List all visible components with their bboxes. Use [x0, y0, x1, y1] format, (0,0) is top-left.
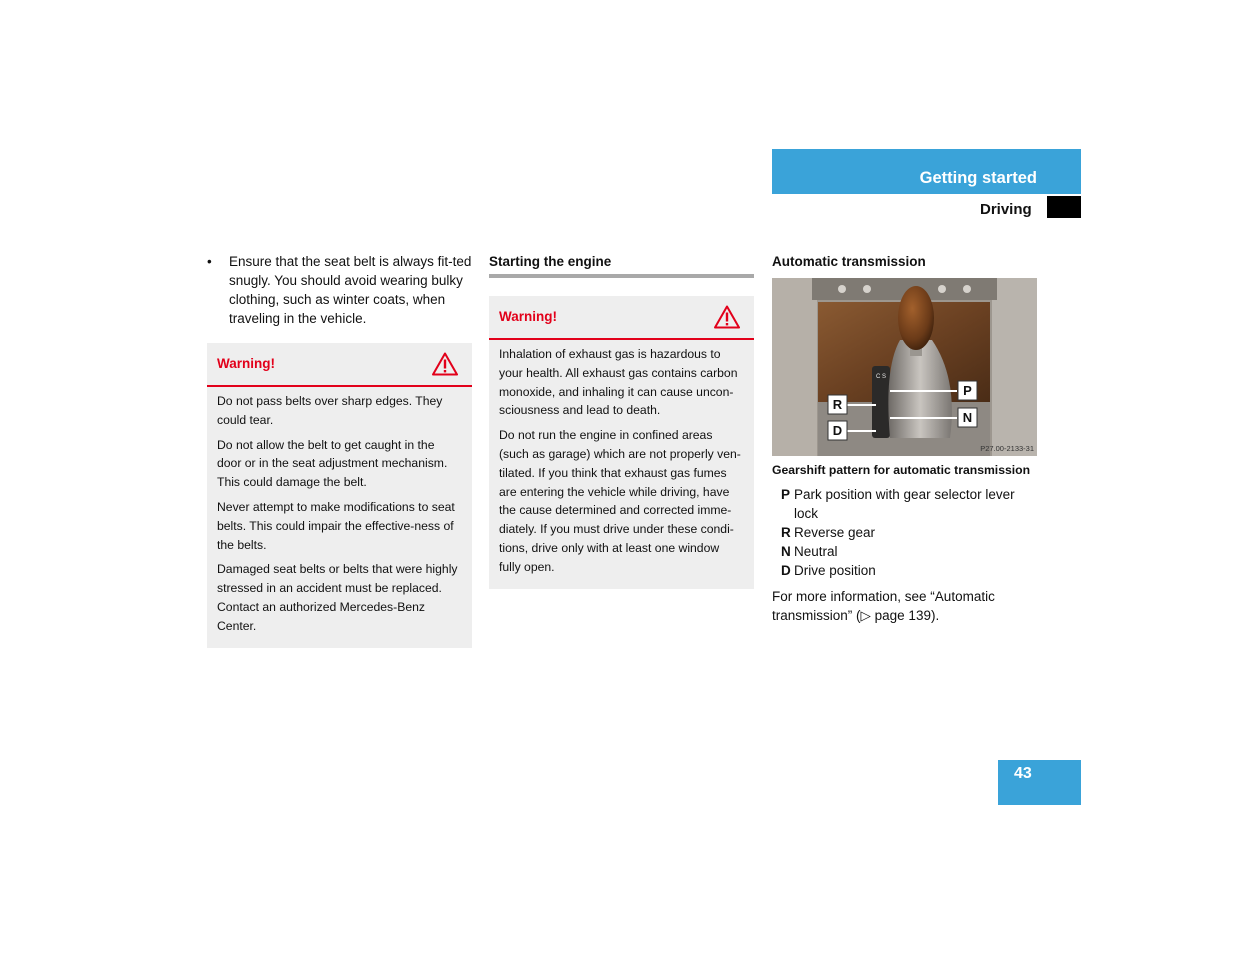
bullet-item: [207, 252, 472, 328]
warning-header: [489, 296, 754, 340]
warning-paragraph: Do not allow the belt to get caught in the door or in the seat adjustment mechanism. This could damage the belt.: [217, 437, 448, 490]
warning-paragraph: Do not run the engine in confined areas (such as garage) which are not properly ven-tilated. If you think that exhaust gas fumes are entering the vehicle while driving, have the cause determined and corrected imme-diately. If you must drive under these condi-tions, drive only with at least one window fully open.: [499, 428, 741, 574]
automatic-transmission-heading: Automatic transmission: [772, 254, 926, 269]
legend-text: Reverse gear: [794, 525, 876, 540]
legend-key: P: [781, 487, 791, 502]
gear-legend: [772, 485, 1037, 580]
page-reference-link[interactable]: For more information, see “Automatic transmission” (▷ page 139).: [772, 589, 995, 623]
starting-engine-heading: Starting the engine: [489, 254, 612, 269]
legend-item: [772, 523, 1037, 542]
chapter-title: Getting started: [919, 169, 1037, 187]
warning-paragraph: Never attempt to make modifications to seat belts. This could impair the effective-ness of the belts.: [217, 499, 455, 552]
legend-key: N: [781, 544, 791, 559]
chapter-header-band: [772, 149, 1081, 194]
warning-label: Warning!: [499, 309, 557, 324]
warning-paragraph: Do not pass belts over sharp edges. They could tear.: [217, 394, 443, 427]
page-number-box: [998, 760, 1081, 805]
warning-triangle-icon: [714, 305, 740, 329]
warning-header: [207, 343, 472, 387]
column-left: [207, 252, 472, 648]
legend-text: Park position with gear selector lever lock: [794, 487, 1015, 521]
warning-triangle-icon: [432, 352, 458, 376]
page-number: 43: [1014, 765, 1032, 782]
figure-caption: Gearshift pattern for automatic transmission: [772, 463, 1031, 477]
exhaust-warning-box: [489, 296, 754, 589]
figure-code: P27.00-2133-31: [980, 444, 1034, 453]
warning-label: Warning!: [217, 356, 275, 371]
gear-label-d: D: [832, 423, 843, 438]
gearshift-photo: [772, 278, 1037, 456]
legend-text: Neutral: [794, 544, 838, 559]
section-title: Driving: [980, 201, 1032, 218]
legend-text: Drive position: [794, 563, 876, 578]
legend-key: D: [781, 563, 791, 578]
gate-mode-text: C S: [875, 374, 887, 380]
legend-item: [772, 542, 1037, 561]
heading-rule: [489, 274, 754, 278]
section-marker: [1047, 196, 1081, 218]
bullet-text: Ensure that the seat belt is always fit-ted snugly. You should avoid wearing bulky clothing, such as winter coats, when traveling in the vehicle.: [229, 254, 472, 326]
column-right: [772, 252, 1037, 625]
gear-label-r: R: [832, 397, 843, 412]
warning-body: [489, 340, 754, 589]
seat-belt-warning-box: [207, 343, 472, 648]
gearshift-illustration: [772, 278, 1037, 456]
gear-label-p: P: [963, 383, 972, 398]
warning-body: [207, 387, 472, 648]
bullet-dot: •: [207, 254, 212, 269]
legend-key: R: [781, 525, 791, 540]
column-middle: [489, 252, 754, 589]
legend-item: [772, 561, 1037, 580]
legend-item: [772, 485, 1037, 523]
warning-paragraph: Damaged seat belts or belts that were highly stressed in an accident must be replaced. Contact an authorized Mercedes-Benz Center.: [217, 562, 458, 633]
warning-paragraph: Inhalation of exhaust gas is hazardous to your health. All exhaust gas contains carbon monoxide, and inhaling it can cause uncon-sciousness and lead to death.: [499, 347, 738, 418]
gear-label-n: N: [962, 410, 973, 425]
